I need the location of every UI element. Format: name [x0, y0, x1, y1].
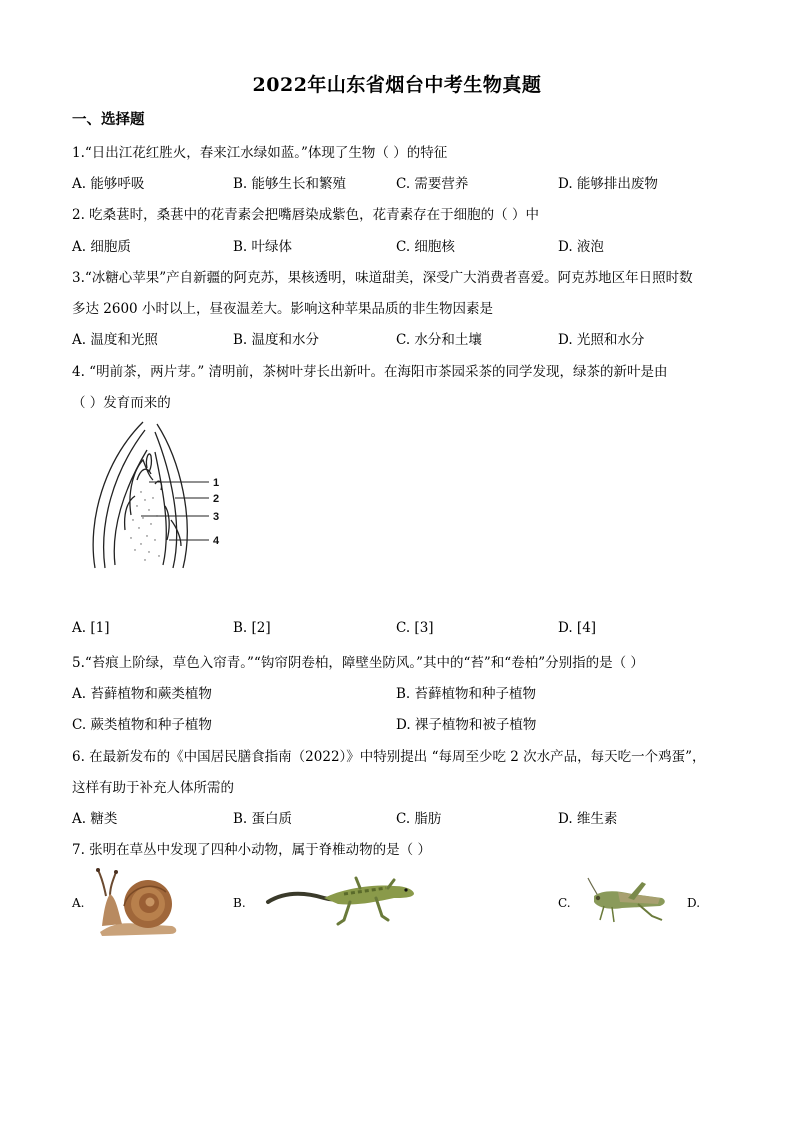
- bud-label-4: 4: [213, 535, 220, 547]
- q1-option-d[interactable]: D. 能够排出废物: [558, 176, 658, 192]
- bud-label-2: 2: [213, 493, 220, 505]
- snail-image: [92, 866, 182, 938]
- q7-option-d[interactable]: D.: [687, 896, 701, 910]
- q2-option-d[interactable]: D. 液泡: [558, 239, 604, 255]
- q4-option-a[interactable]: A. [1]: [72, 620, 110, 636]
- q6-option-a[interactable]: A. 糖类: [72, 811, 118, 827]
- page-title: 2022年山东省烟台中考生物真题: [252, 74, 542, 96]
- q3-option-d[interactable]: D. 光照和水分: [558, 332, 645, 348]
- bud-diagram: [85, 420, 235, 575]
- question-3-text-line1: 3.“冰糖心苹果”产自新疆的阿克苏，果核透明，味道甜美，深受广大消费者喜爱。阿克苏地区年日照时数: [72, 270, 693, 286]
- q1-option-b[interactable]: B. 能够生长和繁殖: [233, 176, 347, 192]
- q5-option-d[interactable]: D. 裸子植物和被子植物: [396, 717, 537, 733]
- q7-option-a[interactable]: A.: [72, 896, 85, 910]
- q1-option-a[interactable]: A. 能够呼吸: [72, 176, 145, 192]
- grasshopper-image: [582, 876, 668, 928]
- q5-option-b[interactable]: B. 苔藓植物和种子植物: [396, 686, 537, 702]
- q6-option-b[interactable]: B. 蛋白质: [233, 811, 293, 827]
- question-5-text: 5.“苔痕上阶绿，草色入帘青。”“钩帘阴卷柏，障壁坐防风。”其中的“苔”和“卷柏”分别指的是（ ）: [72, 655, 644, 671]
- question-4-text-line2: （ ）发育而来的: [72, 395, 171, 411]
- q3-option-b[interactable]: B. 温度和水分: [233, 332, 320, 348]
- question-4-text-line1: 4. “明前茶，两片芽。” 清明前，茶树叶芽长出新叶。在海阳市茶园采茶的同学发现，绿茶的新叶是由: [72, 364, 668, 380]
- q2-option-b[interactable]: B. 叶绿体: [233, 239, 293, 255]
- q2-option-c[interactable]: C. 细胞核: [396, 239, 455, 255]
- q7-option-c[interactable]: C.: [558, 896, 571, 910]
- question-6-text-line1: 6. 在最新发布的《中国居民膳食指南（2022）》中特别提出 “每周至少吃 2 次水产品，每天吃一个鸡蛋”，: [72, 749, 706, 765]
- section-heading: 一、选择题: [72, 111, 145, 128]
- lizard-image: [264, 876, 419, 932]
- q1-option-c[interactable]: C. 需要营养: [396, 176, 469, 192]
- q2-option-a[interactable]: A. 细胞质: [72, 239, 131, 255]
- bud-label-1: 1: [213, 477, 220, 489]
- q6-option-d[interactable]: D. 维生素: [558, 811, 618, 827]
- q5-option-a[interactable]: A. 苔藓植物和蕨类植物: [72, 686, 212, 702]
- q5-option-c[interactable]: C. 蕨类植物和种子植物: [72, 717, 212, 733]
- q6-option-c[interactable]: C. 脂肪: [396, 811, 442, 827]
- question-6-text-line2: 这样有助于补充人体所需的: [72, 780, 234, 796]
- bud-label-3: 3: [213, 511, 220, 523]
- q3-option-a[interactable]: A. 温度和光照: [72, 332, 158, 348]
- question-3-text-line2: 多达 2600 小时以上，昼夜温差大。影响这种苹果品质的非生物因素是: [72, 301, 493, 317]
- q7-option-b[interactable]: B.: [233, 896, 246, 910]
- q4-option-b[interactable]: B. [2]: [233, 620, 271, 636]
- question-1-text: 1.“日出江花红胜火，春来江水绿如蓝。”体现了生物（ ）的特征: [72, 145, 448, 161]
- q4-option-d[interactable]: D. [4]: [558, 620, 597, 636]
- question-2-text: 2. 吃桑葚时，桑葚中的花青素会把嘴唇染成紫色，花青素存在于细胞的（ ）中: [72, 207, 539, 223]
- q3-option-c[interactable]: C. 水分和土壤: [396, 332, 482, 348]
- question-7-text: 7. 张明在草丛中发现了四种小动物，属于脊椎动物的是（ ）: [72, 842, 431, 858]
- q4-option-c[interactable]: C. [3]: [396, 620, 434, 636]
